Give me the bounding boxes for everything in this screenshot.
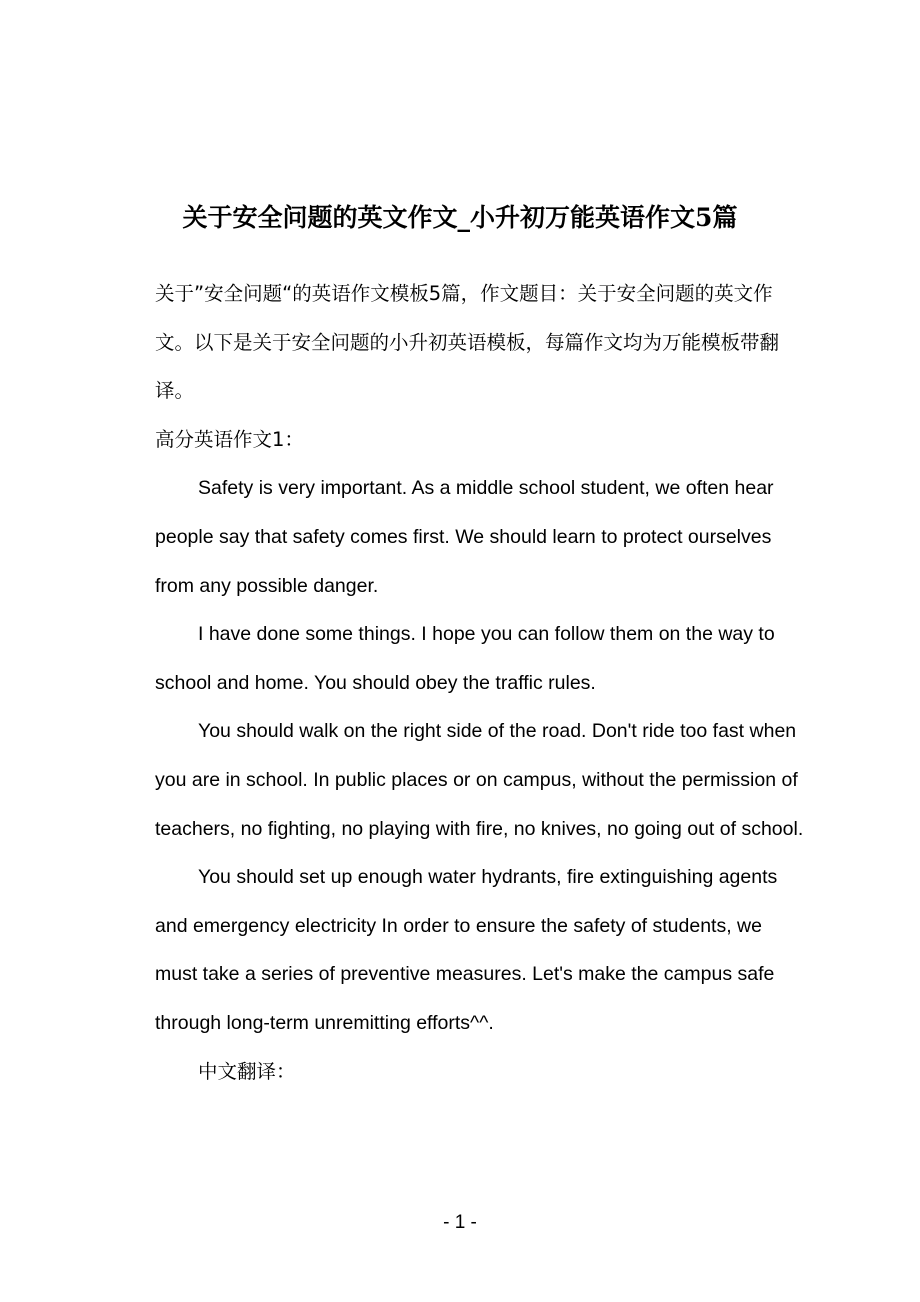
essay-paragraph-2: I have done some things. I hope you can follow them on the way to school and home. You should obey the traffic rules. [155, 623, 775, 694]
intro-paragraph: 关于”安全问题“的英语作文模板5篇，作文题目：关于安全问题的英文作文。以下是关于安全问题的小升初英语模板，每篇作文均为万能模板带翻译。 [155, 282, 780, 403]
essay-paragraph-4: You should set up enough water hydrants, fire extinguishing agents and emergency electricity In order to ensure the safety of students, we must take a series of preventive measures. Let's make the campus safe through long-term unremitting efforts^^. [155, 866, 778, 1034]
document-title: 关于安全问题的英文作文_小升初万能英语作文5篇 [182, 203, 738, 232]
section-heading: 高分英语作文1： [155, 427, 304, 451]
page-number: - 1 - [443, 1212, 477, 1233]
document-body [155, 270, 805, 1096]
essay-paragraph-1: Safety is very important. As a middle school student, we often hear people say that safety comes first. We should learn to protect ourselves from any possible danger. [155, 477, 774, 597]
translation-heading: 中文翻译： [198, 1059, 296, 1083]
essay-paragraph-3: You should walk on the right side of the road. Don't ride too fast when you are in school. In public places or on campus, without the permission of teachers, no fighting, no playing with fire, no knives, no going out of school. [155, 720, 804, 840]
